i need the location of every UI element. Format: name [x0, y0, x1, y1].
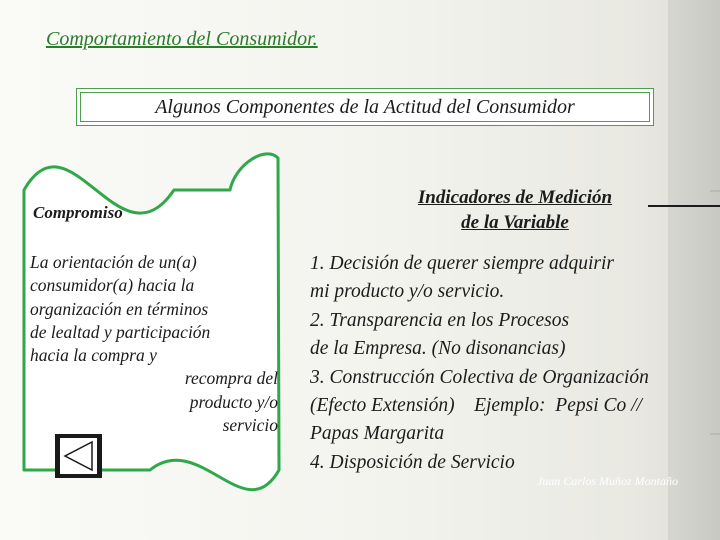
indicator-line: mi producto y/o servicio.: [310, 281, 505, 303]
indicators-heading-line: Indicadores de Medición: [417, 187, 613, 208]
indicator-line: 4. Disposición de Servicio: [310, 451, 515, 473]
indicators-heading-line: de la Variable: [461, 212, 569, 233]
scroll-title: Compromiso: [33, 203, 123, 222]
scroll-line: organización en términos: [30, 298, 209, 319]
indicator-line: (Efecto Extensión) Ejemplo: Pepsi Co //: [310, 395, 642, 417]
triangle-left-icon: [55, 434, 102, 478]
indicators-heading: [380, 185, 650, 235]
scroll-line: hacia la compra y: [30, 345, 157, 366]
back-button[interactable]: [55, 434, 102, 478]
page-title: Comportamiento del Consumidor.: [46, 28, 318, 50]
scroll-line: servicio: [222, 415, 278, 436]
scroll-line: recompra del: [184, 368, 278, 389]
scroll-body: [30, 251, 278, 437]
indicator-line: 1. Decisión de querer siempre adquirir: [310, 253, 615, 274]
author-credit: Juan Carlos Muñoz Montaño: [537, 474, 678, 488]
subtitle-text: Algunos Componentes de la Actitud del Consumidor: [155, 96, 575, 118]
scroll-line: consumidor(a) hacia la: [30, 275, 195, 296]
indicator-line: 3. Construcción Colectiva de Organización: [310, 366, 649, 388]
scroll-line: producto y/o: [189, 391, 278, 412]
scroll-line: La orientación de un(a): [30, 252, 197, 272]
indicators-list: [310, 250, 720, 477]
indicator-line: de la Empresa. (No disonancias): [310, 338, 566, 360]
indicator-line: 2. Transparencia en los Procesos: [310, 309, 570, 331]
indicator-line: Papas Margarita: [310, 423, 445, 445]
heading-rule: [648, 205, 720, 207]
scroll-line: de lealtad y participación: [30, 321, 211, 342]
